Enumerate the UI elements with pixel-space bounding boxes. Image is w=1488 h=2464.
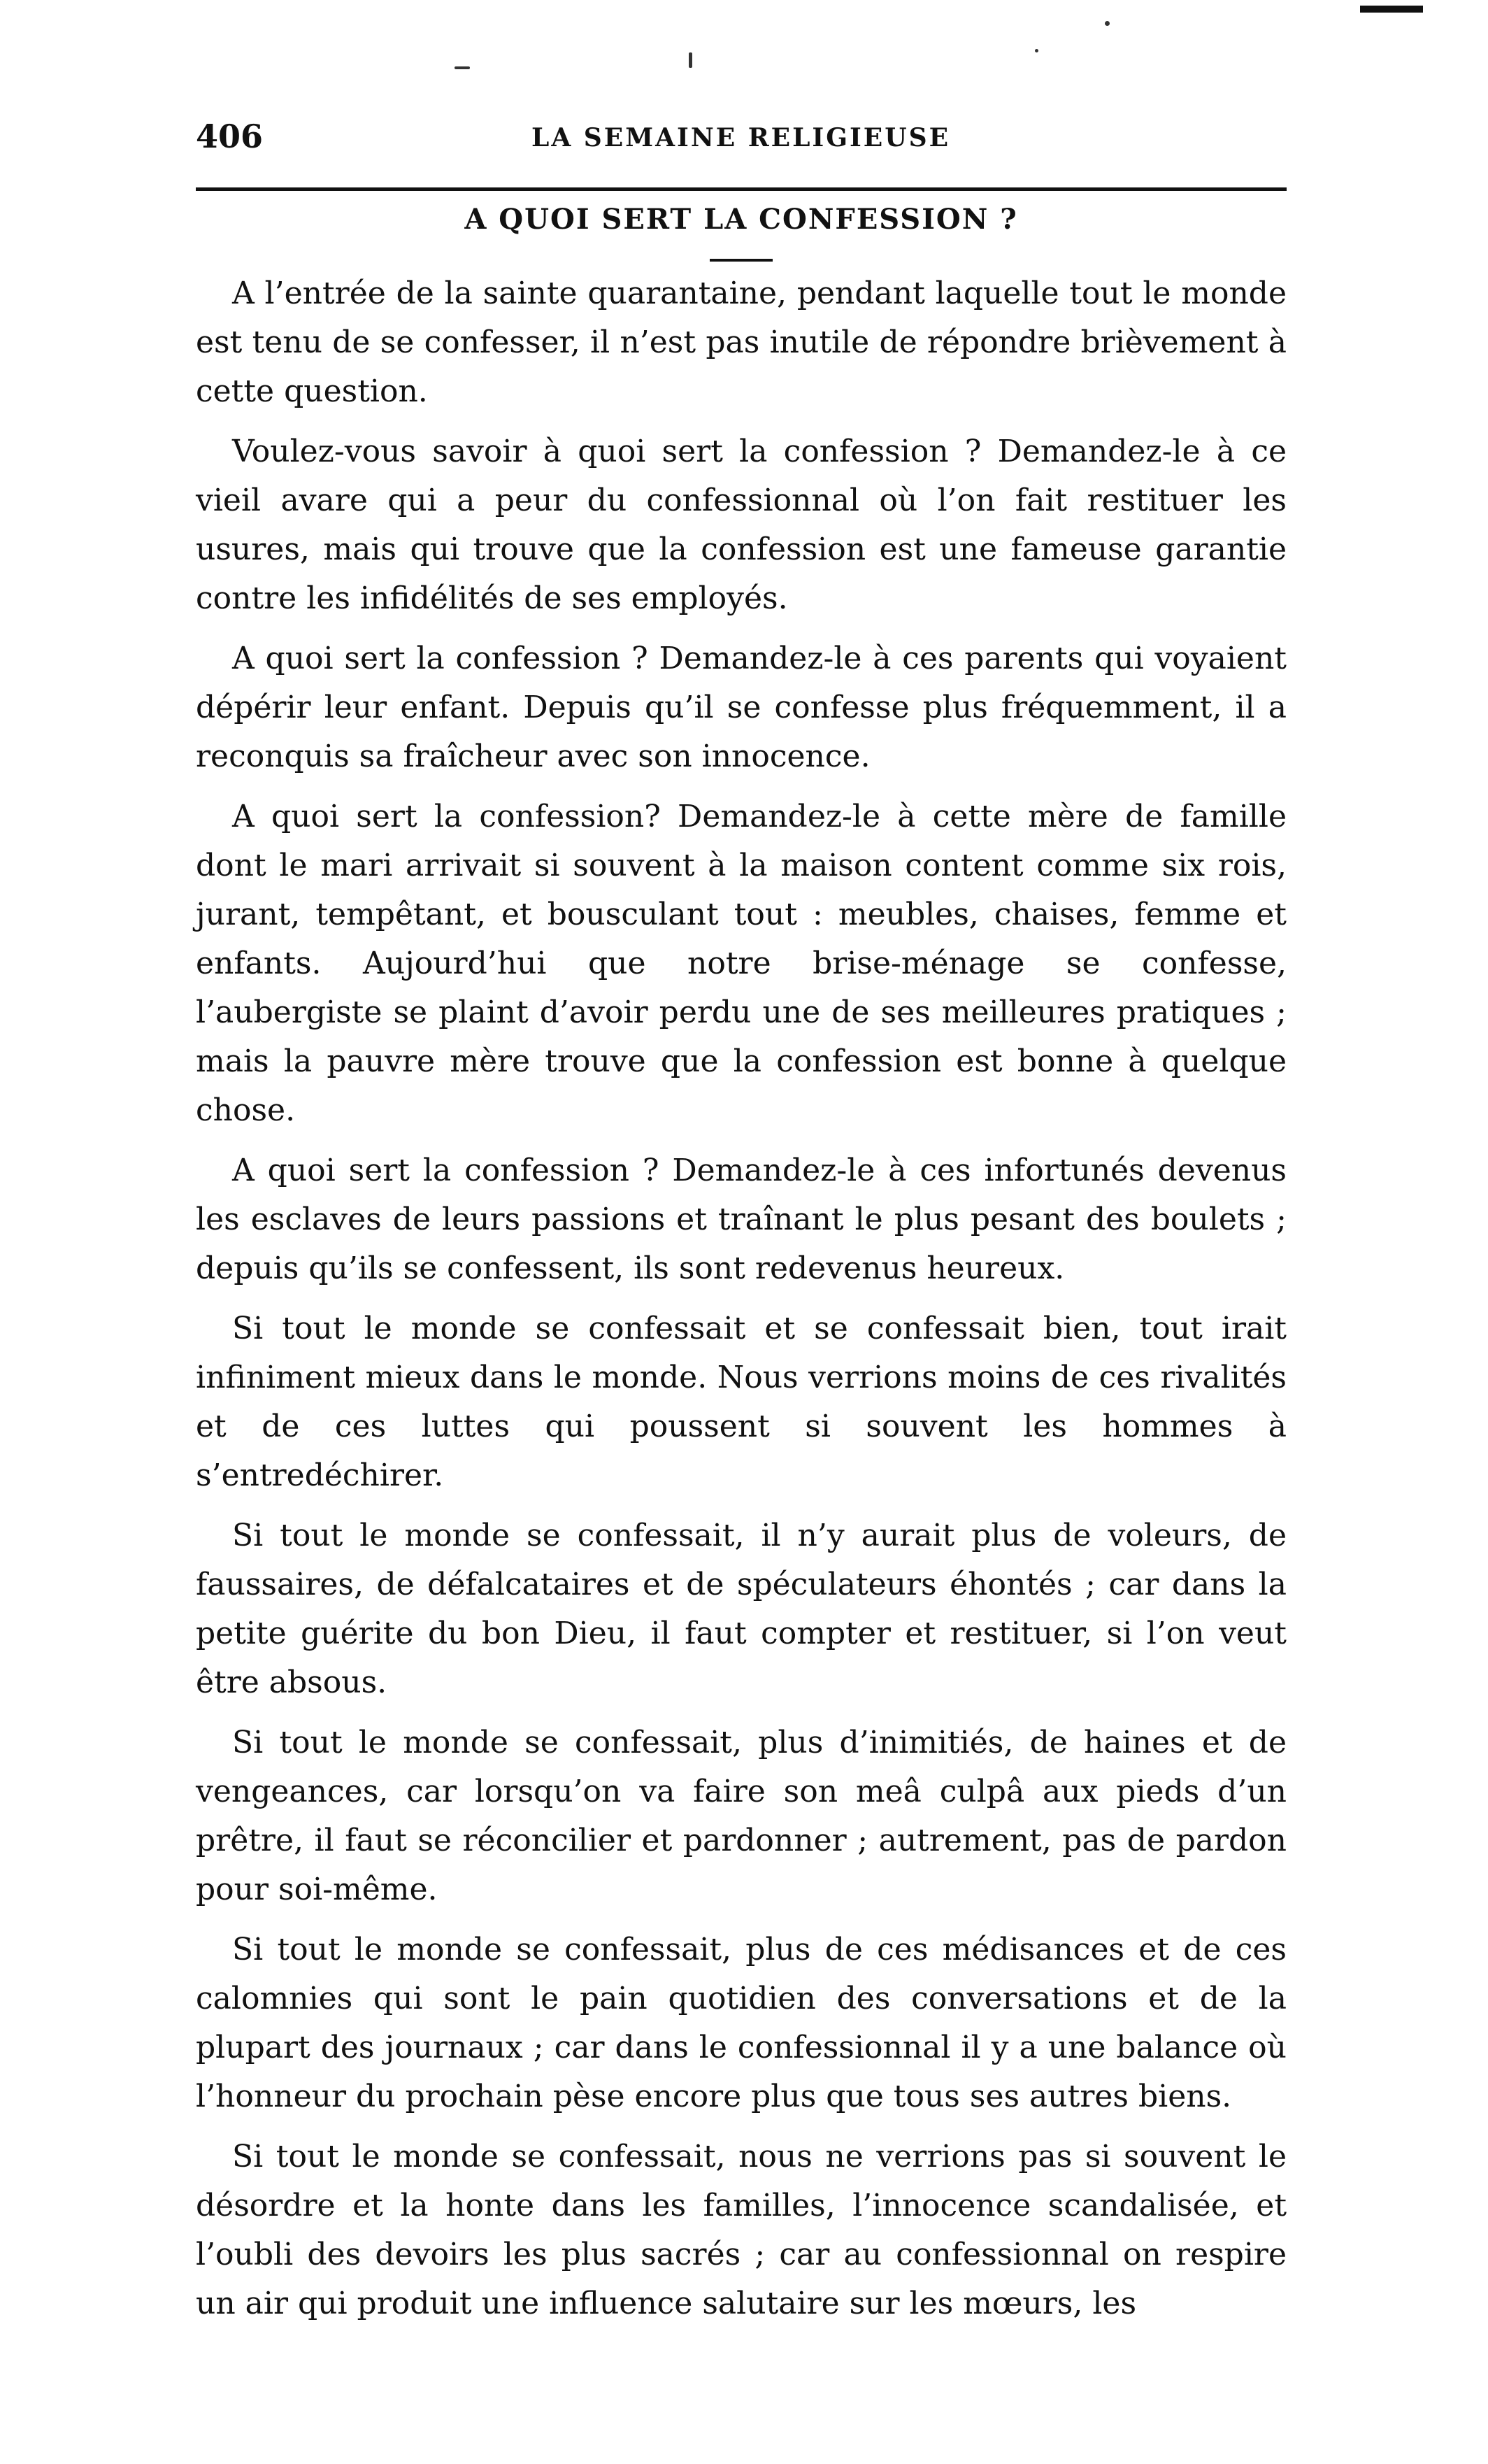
paragraph: Si tout le monde se confessait, plus d’inimitiés, de haines et de vengeances, car lorsqu’on va faire son meâ culpâ aux pieds d’un prêtre, il faut se réconcilier et pardonner ; autrement, pas de pardon pour soi-même. (196, 1725, 1287, 1907)
paragraph: A quoi sert la confession ? Demandez-le à ces infortunés devenus les esclaves de leurs passions et traînant le plus pesant des boulets ; depuis qu’ils se confessent, ils sont redevenus heureux. (196, 1153, 1287, 1286)
paragraph: Si tout le monde se confessait, nous ne verrions pas si souvent le désordre et la honte dans les familles, l’innocence scandalisée, et l’oubli des devoirs les plus sacrés ; car au confessionnal on respire un air qui produit une influence salutaire sur les mœurs, les (196, 2139, 1287, 2321)
paragraph: A l’entrée de la sainte quarantaine, pendant laquelle tout le monde est tenu de se confesser, il n’est pas inutile de répondre brièvement à cette question. (196, 276, 1287, 409)
title-rule (710, 259, 773, 262)
running-head: LA SEMAINE RELIGIEUSE (531, 123, 951, 152)
paragraph: Si tout le monde se confessait, plus de ces médisances et de ces calomnies qui sont le pain quotidien des conversations et de la plupart des journaux ; car dans le confessionnal il y a une balance où l’honneur du prochain pèse encore plus que tous ses autres biens. (196, 1932, 1287, 2114)
ink-speck (1035, 49, 1038, 52)
paragraph: Voulez-vous savoir à quoi sert la confession ? Demandez-le à ce vieil avare qui a peur du confessionnal où l’on fait restituer les usures, mais qui trouve que la confession est une fameuse garantie contre les infidélités de ses employés. (196, 434, 1287, 616)
page-header (196, 112, 1287, 168)
article-body (196, 269, 1287, 2340)
ink-speck (1105, 21, 1110, 26)
ink-speck (689, 52, 692, 68)
scan-mark (1360, 6, 1423, 13)
paragraph: Si tout le monde se confessait et se confessait bien, tout irait infiniment mieux dans le monde. Nous verrions moins de ces rivalités et de ces luttes qui poussent si souvent les hommes à s’entredéchirer. (196, 1311, 1287, 1493)
article-title: A QUOI SERT LA CONFESSION ? (464, 203, 1018, 236)
paragraph: Si tout le monde se confessait, il n’y aurait plus de voleurs, de faussaires, de défalcataires et de spéculateurs éhontés ; car dans la petite guérite du bon Dieu, il faut compter et restituer, si l’on veut être absous. (196, 1518, 1287, 1700)
page-number: 406 (196, 117, 264, 155)
paragraph: A quoi sert la confession? Demandez-le à cette mère de famille dont le mari arrivait si souvent à la maison content comme six rois, jurant, tempêtant, et bousculant tout : meubles, chaises, femme et enfants. Aujourd’hui que notre brise-ménage se confesse, l’aubergiste se plaint d’avoir perdu une de ses meilleures pratiques ; mais la pauvre mère trouve que la confession est bonne à quelque chose. (196, 799, 1287, 1128)
paragraph: A quoi sert la confession ? Demandez-le à ces parents qui voyaient dépérir leur enfant. Depuis qu’il se confesse plus fréquemment, il a reconquis sa fraîcheur avec son innocence. (196, 641, 1287, 774)
header-rule (196, 187, 1287, 191)
ink-speck (455, 66, 470, 69)
